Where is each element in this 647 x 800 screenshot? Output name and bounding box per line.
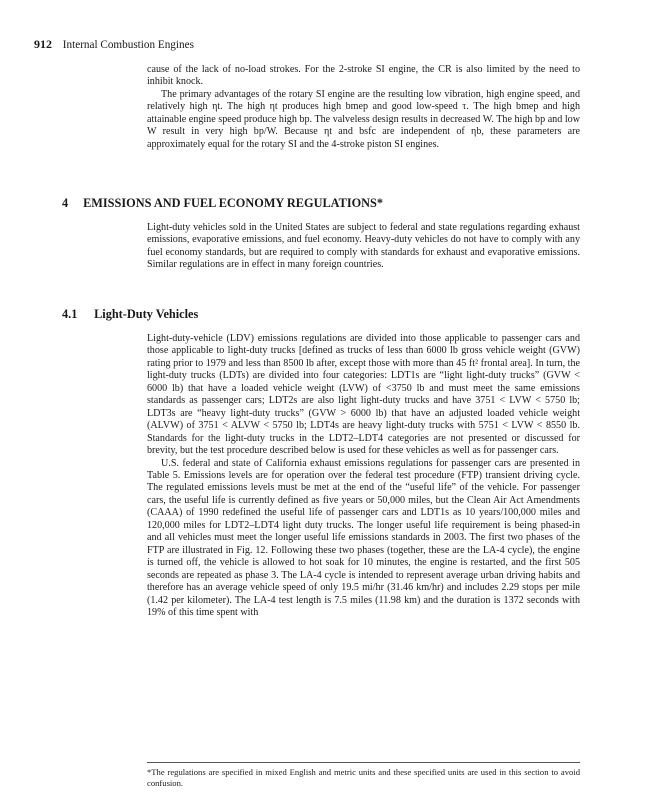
page-number: 912	[34, 37, 52, 51]
section-4-heading	[62, 196, 383, 211]
intro-paragraph-2: The primary advantages of the rotary SI engine are the resulting low vibration, high engine speed, and relatively high ηt. The high ηt produces high bmep and good low-speed τ. The high bmep and high attainable engine speed produce high bp. The valveless design results in decreased W. The high bp and low W result in very high bp/W. Because ηt and bsfc are independent of ηb, these parameters are approximately equal for the rotary SI and the 4-stroke piston SI engines.	[147, 88, 580, 150]
section-4-1-paragraph-1: Light-duty-vehicle (LDV) emissions regulations are divided into those applicable to passenger cars and those applicable to light-duty trucks [defined as trucks of less than 6000 lb gross vehicle weight (GVW) rating prior to 1979 and less than 8500 lb after, except those with more than 45 ft² frontal area]. In turn, the light-duty trucks (LDTs) are divided into four categories: LDT1s are “light light-duty trucks” (GVW < 6000 lb) that have a loaded vehicle weight (LVW) of <3750 lb and must meet the same emissions standards as passenger cars; LDT2s are also light light-duty trucks and have 3751 < LVW < 5750 lb; LDT3s are “heavy light-duty trucks” (GVW > 6000 lb) that have an adjusted loaded vehicle weight (ALVW) of 3751 < ALVW < 5750 lb; LDT4s are heavy light-duty trucks with 5751 < LVW < 8550 lb. Standards for the light-duty trucks in the LDT2–LDT4 categories are not presented or discussed for brevity, but the test procedure described below is used for these vehicles as well as for passenger cars.	[147, 333, 580, 457]
footnote-rule	[147, 762, 580, 763]
section-4-1-body	[147, 333, 580, 619]
running-title: Internal Combustion Engines	[62, 39, 194, 51]
section-4-title: EMISSIONS AND FUEL ECONOMY REGULATIONS*	[83, 196, 384, 210]
section-4-paragraph-1: Light-duty vehicles sold in the United States are subject to federal and state regulations regarding exhaust emissions, evaporative emissions, and fuel economy. Heavy-duty vehicles do not have to comply with any fuel economy standards, but are required to comply with standards for exhaust and evaporative emissions. Similar regulations are in effect in many foreign countries.	[147, 222, 580, 271]
section-4-1-paragraph-2: U.S. federal and state of California exhaust emissions regulations for passenger cars are presented in Table 5. Emissions levels are for operation over the federal test procedure (FTP) transient driving cycle. The regulated emissions levels must be met at the end of the “useful life” of the vehicle. For passenger cars, the useful life is currently defined as five years or 50,000 miles, but the Clean Air Act Amendments (CAAA) of 1990 redefined the useful life of passenger cars and LDT1s as 10 years/100,000 miles and 120,000 miles for LDT2–LDT4 light duty trucks. The longer useful life requirement is being phased-in and all vehicles must meet the longer useful life emissions standards in 2003. The first two phases of the FTP are illustrated in Fig. 12. Following these two phases (together, these are the LA-4 cycle), the engine is turned off, the vehicle is allowed to hot soak for 10 minutes, the engine is restarted, and the first 505 seconds are repeated as phase 3. The LA-4 cycle is intended to represent average urban driving habits and therefore has an average vehicle speed of only 19.5 mi/hr (31.46 km/hr) and includes 2.29 stops per mile (1.42 per kilometer). The LA-4 test length is 7.5 miles (11.98 km) and the duration is 1372 seconds with 19% of this time spent with	[147, 457, 580, 618]
intro-block	[147, 64, 580, 151]
section-4-body	[147, 222, 580, 272]
section-4-1-heading	[62, 307, 198, 322]
section-4-1-number: 4.1	[62, 307, 78, 321]
section-4-number: 4	[62, 196, 69, 210]
intro-paragraph-1: cause of the lack of no-load strokes. For the 2-stroke SI engine, the CR is also limited by the need to inhibit knock.	[147, 64, 580, 88]
footnote: *The regulations are specified in mixed English and metric units and these specified units are used in this section to avoid confusion.	[147, 767, 580, 788]
section-4-1-title: Light-Duty Vehicles	[94, 307, 199, 321]
running-head	[34, 37, 194, 52]
